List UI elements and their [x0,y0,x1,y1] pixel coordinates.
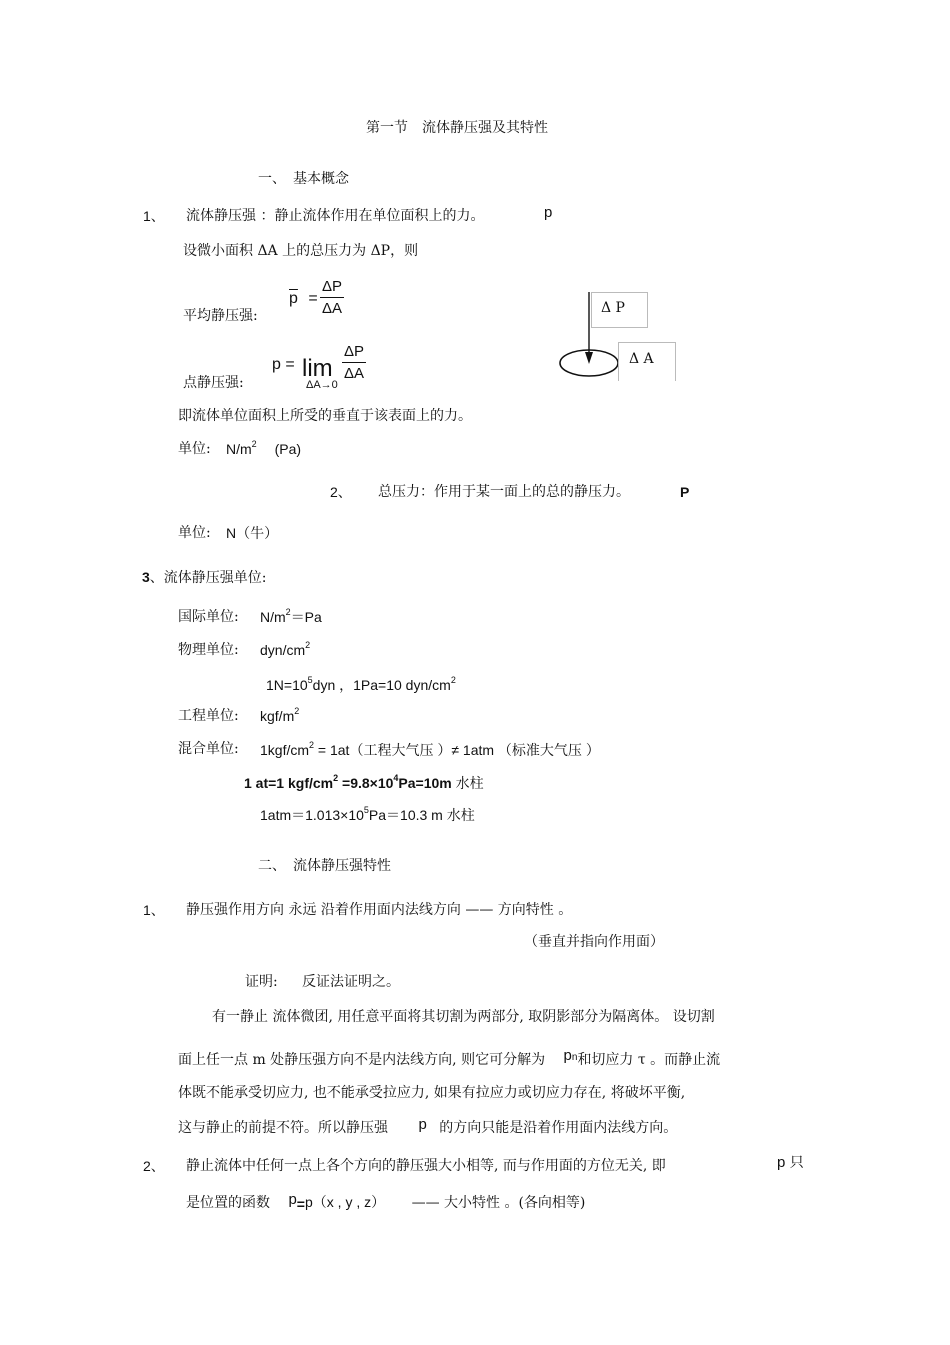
s2-item1-text: 静压强作用方向 永远 沿着作用面内法线方向 —— 方向特性 。 [186,902,573,918]
area-label-box [618,342,676,381]
section1-heading: 一、 基本概念 [258,171,349,187]
mix-b: = 1at（工程大气压 ）≠ 1atm （标准大气压 ） [317,742,600,758]
atm-b: Pa＝10.3 m 水柱 [368,807,475,823]
avg-lhs [289,290,318,308]
proof-p1: 有一静止 流体微团, 用任意平面将其切割为两部分, 取阴影部分为隔离体。 设切割 [212,1009,715,1025]
proof-p4-symbol: p [418,1116,427,1133]
at-equation [244,774,484,793]
mix-value [260,741,600,759]
item3-number: 3 [142,569,150,585]
s2-line2b: —— 大小特性 。(各向相等) [411,1195,586,1211]
si-rest: ＝Pa [290,609,322,625]
proof-label: 证明: [245,974,278,990]
at-c: Pa=10m [398,775,452,791]
s2-item2-symbol: p [777,1154,786,1171]
eng-label: 工程单位: [178,708,239,724]
proof-p2a: 面上任一点 m 处静压强方向不是内法线方向, 则它可分解为 [178,1052,546,1068]
item2-unit-label: 单位: [178,525,211,541]
conversion-line [266,676,456,694]
s2-item1-note: （垂直并指向作用面） [524,934,664,950]
at-d: 水柱 [455,776,484,792]
force-diagram [555,290,685,385]
s2-item1-number: 1、 [143,902,165,918]
s2-item2-number: 2、 [143,1158,165,1174]
force-arrow-head [585,352,593,364]
item1-unit-exp: 2 [251,439,257,449]
avg-eq: = [308,290,318,307]
conv-b-exp: 2 [450,675,456,685]
mix-a: 1kgf/cm [260,742,310,758]
item2-unit-value: N（牛） [226,525,279,541]
s2-line2-func: p（x , y , z） [304,1194,386,1210]
point-numerator: ΔP [342,343,366,363]
avg-label: 平均静压强: [183,308,258,324]
avg-denominator: ΔA [322,300,343,317]
eng-value [260,707,299,725]
proof-p2 [178,1047,721,1071]
proof-p2b: 和切应力 τ 。而静止流 [577,1052,721,1068]
at-a: 1 at=1 kgf/cm [244,775,334,791]
force-label-box [591,292,648,328]
item1-unit-pa: (Pa) [274,441,302,457]
item1-text: 流体静压强 ：静止流体作用在单位面积上的力。 [186,208,485,224]
proof-p4b: 的方向只能是沿着作用面内法线方向。 [439,1120,678,1136]
avg-lhs-p: $\overline{p}$ [289,290,298,307]
si-exp: 2 [285,607,291,617]
s2-item2-text: 静止流体中任何一点上各个方向的静压强大小相等, 而与作用面的方位无关, 即 [186,1158,666,1174]
atm-exp: 5 [363,805,369,815]
item1-line2: 设微小面积 ΔA 上的总压力为 ΔP，则 [183,243,419,259]
item1-unit-label: 单位: [178,441,211,457]
phys-unit: dyn/cm [260,642,306,658]
point-denominator: ΔA [344,365,365,382]
si-value [260,608,322,626]
item1-unit: N/m [226,441,252,457]
si-unit: N/m [260,609,286,625]
point-lim-subscript: ΔA→0 [306,379,338,391]
conv-b: dyn ，1Pa=10 dyn/cm [312,677,451,693]
item1-unit-value [226,440,301,458]
force-label: Δ P [601,300,625,316]
item3-text: 、流体静压强单位: [149,570,267,586]
section2-heading: 二、 流体静压强特性 [258,858,391,874]
at-exp1: 2 [333,773,339,783]
item1-symbol: p [544,204,553,221]
s2-line2-p: p [288,1191,297,1208]
point-lhs: p = [272,356,295,373]
proof-p4a: 这与静止的前提不符。所以静压强 [178,1120,388,1136]
item1-explain: 即流体单位面积上所受的垂直于该表面上的力。 [178,408,472,424]
area-label: Δ A [629,351,654,367]
s2-item2-symbol-only [777,1154,804,1172]
conv-a-exp: 5 [307,675,313,685]
atm-equation [260,806,475,824]
phys-label: 物理单位: [178,642,239,658]
proof-pn [564,1047,578,1064]
phys-exp: 2 [305,640,311,650]
atm-a: 1atm＝1.013×10 [260,807,364,823]
avg-fraction [320,278,344,317]
item2-symbol: P [680,484,690,500]
item2-number: 2、 [330,484,352,500]
si-label: 国际单位: [178,609,239,625]
proof-p4 [178,1116,678,1137]
eng-unit: kgf/m [260,708,295,724]
conv-a: 1N=10 [266,677,308,693]
item3-heading [142,568,267,587]
avg-numerator: ΔP [320,278,344,298]
page-title: 第一节 流体静压强及其特性 [366,120,548,136]
proof-pn-sub: n [571,1052,578,1063]
at-b: =9.8×10 [342,775,394,791]
eng-exp: 2 [294,706,300,716]
at-exp2: 4 [393,773,399,783]
proof-text: 反证法证明之。 [302,974,400,990]
s2-line2-eq: = [296,1196,305,1212]
point-fraction [342,343,366,382]
mix-a-exp: 2 [309,740,315,750]
item1-number: 1、 [143,208,165,224]
s2-item2-only: 只 [789,1155,804,1171]
item2-text: 总压力：作用于某一面上的总的静压力。 [378,484,630,500]
s2-item2-line2 [186,1193,585,1212]
proof-pn-p: p [563,1047,572,1064]
point-lim: lim [302,355,333,382]
mix-label: 混合单位: [178,741,239,757]
proof-p3: 体既不能承受切应力, 也不能承受拉应力, 如果有拉应力或切应力存在, 将破坏平衡, [178,1085,686,1101]
point-label: 点静压强: [183,375,244,391]
phys-value [260,641,310,659]
s2-line2a: 是位置的函数 [186,1195,270,1211]
